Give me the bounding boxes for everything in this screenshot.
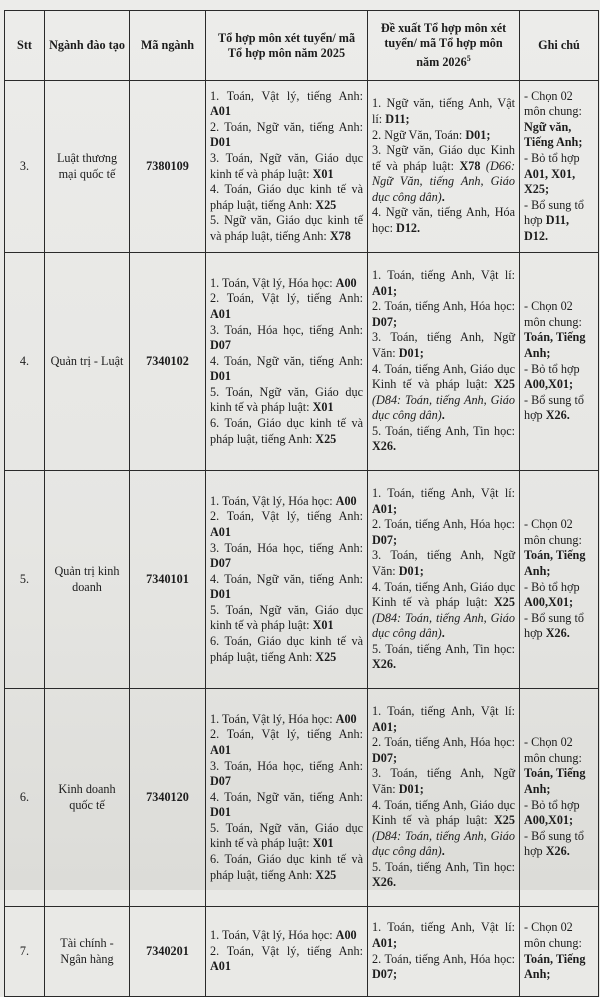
major-cell: Quản trị kinh doanh [45,471,130,689]
item-end: ; [546,345,551,360]
item-code: D01 [465,127,487,142]
combo-2025-item [210,213,363,244]
combo-2026-item [372,143,515,205]
combo-2025-item [210,572,363,603]
item-text: - Chọn 02 môn chung: [524,299,582,329]
item-code: D01 [210,135,231,150]
combo-2026-item [372,766,515,797]
combo-2026-item [372,920,515,951]
header-combo-2025: Tổ hợp môn xét tuyển/ mã Tổ hợp môn năm 2025 [206,11,368,81]
header-combo-2026 [368,11,520,81]
header-code: Mã ngành [130,11,206,81]
note-cell [520,81,599,253]
item-end: . [441,189,445,204]
item-italic: (D84: Toán, tiếng Anh, Giáo dục công dân) [372,610,515,641]
note-cell [520,689,599,907]
item-code: X25 [494,377,515,392]
item-code: A00 [335,928,357,943]
combo-2025-item [210,182,363,213]
item-code: A01 [210,742,231,757]
combo-2026-item [372,704,515,735]
item-code: A00 [335,275,357,290]
item-code: X25 [315,867,337,882]
combo-2025-item [210,151,363,182]
item-end: . [566,844,570,859]
item-text: 5. Toán, tiếng Anh, Tin học: [372,423,515,438]
item-text: - Chọn 02 môn chung: [524,517,582,547]
item-code: X01 [312,166,334,181]
table-row [5,471,599,689]
combo-2025-item [210,790,363,821]
item-code: D01 [210,587,231,602]
item-code: D12 [396,221,418,236]
item-text: - Bỏ tổ hợp [524,797,580,812]
item-code: A01; [372,719,398,734]
item-end: . [441,626,445,641]
note-item [524,735,594,797]
major-cell: Tài chính - Ngân hàng [45,907,130,997]
item-code: X26. [372,439,397,454]
note-cell [520,907,599,997]
item-code: X78 [329,228,351,243]
item-end: . [441,844,445,859]
item-text: 3. Toán, tiếng Anh, Ngữ Văn: [372,766,515,796]
item-text: - Bổ sung tổ hợp [524,392,584,423]
item-code: X25 [315,197,337,212]
item-code: D07 [210,338,231,353]
table-row [5,689,599,907]
note-item [524,798,594,829]
item-code: D01; [398,563,424,578]
note-item [524,362,594,393]
note-item [524,89,594,151]
item-text: - Bỏ tổ hợp [524,361,580,376]
table-row [5,81,599,253]
item-text: 5. Toán, Ngữ văn, Giáo dục kinh tế và pháp luật: [210,602,363,633]
item-text: 2. Toán, Vật lý, tiếng Anh: [210,943,363,958]
code-cell: 7340120 [130,689,206,907]
combo-2025-item [210,89,363,120]
combo-2025-item [210,323,363,354]
item-end: ; [546,563,551,578]
item-code: D07; [372,532,398,547]
item-text: 3. Toán, tiếng Anh, Ngữ Văn: [372,548,515,578]
item-text: 2. Toán, Vật lý, tiếng Anh: [210,291,363,306]
item-end: ; [486,127,491,142]
item-text: 3. Toán, tiếng Anh, Ngữ Văn: [372,330,515,360]
item-text: 6. Toán, Giáo dục kinh tế và pháp luật, tiếng Anh: [210,416,363,446]
item-text: - Bỏ tổ hợp [524,579,580,594]
combo-2025-item [210,821,363,852]
combo-2026-item [372,205,515,236]
item-text: 4. Toán, Ngữ văn, tiếng Anh: [210,789,363,804]
note-item [524,611,594,642]
item-code: A01, X01, X25 [524,166,576,197]
combo-2025-cell [206,471,368,689]
combo-2025-item [210,291,363,322]
item-code: D01 [210,369,231,384]
item-text: 4. Toán, Ngữ văn, tiếng Anh: [210,571,363,586]
item-code: A00,X01 [524,377,570,392]
item-code: D11, D12 [524,213,570,243]
combo-2025-item [210,634,363,665]
item-text: 2. Toán, tiếng Anh, Hóa học: [372,951,515,966]
combo-2025-cell [206,253,368,471]
item-code: D01; [398,345,424,360]
code-cell: 7340102 [130,253,206,471]
item-end: ; [405,111,410,126]
note-item [524,393,594,424]
note-item [524,299,594,361]
combo-2026-item [372,642,515,673]
combo-2026-item [372,798,515,860]
item-text: 1. Toán, tiếng Anh, Vật lí: [372,267,515,282]
item-text: 3. Toán, Ngữ văn, Giáo dục kinh tế và pháp luật: [210,150,363,181]
combo-2025-item [210,712,363,728]
item-code: A01 [210,104,231,119]
combo-2025-item [210,928,363,944]
combo-2025-item [210,727,363,758]
combo-2025-item [210,385,363,416]
item-text: 4. Toán, tiếng Anh, Giáo dục Kinh tế và pháp luật: [372,579,515,610]
item-code: A00,X01 [524,813,570,828]
combo-2025-item [210,276,363,292]
item-code: D11 [385,111,406,126]
item-code: Ngữ văn, Tiếng Anh [524,119,579,150]
header-stt: Stt [5,11,45,81]
header-note: Ghi chú [520,11,599,81]
combo-2025-item [210,603,363,634]
combo-2026-item [372,548,515,579]
item-text: 5. Toán, tiếng Anh, Tin học: [372,641,515,656]
item-code: D01; [398,781,424,796]
item-italic: (D84: Toán, tiếng Anh, Giáo dục công dân) [372,392,515,423]
item-text: - Chọn 02 môn chung: [524,735,582,765]
combo-2026-item [372,424,515,455]
item-text: 1. Ngữ văn, tiếng Anh, Vật lí: [372,96,515,126]
item-code: A01 [210,306,231,321]
item-text: 4. Toán, tiếng Anh, Giáo dục Kinh tế và pháp luật: [372,797,515,828]
item-text: 6. Toán, Giáo dục kinh tế và pháp luật, tiếng Anh: [210,852,363,882]
combo-2026-item [372,96,515,127]
note-item [524,198,594,245]
item-code: Toán, Tiếng Anh [524,330,586,360]
combo-2025-item [210,354,363,385]
item-text: 5. Toán, tiếng Anh, Tin học: [372,859,515,874]
combo-2026-item [372,860,515,891]
item-end: . [545,228,549,243]
item-code: X01 [312,618,334,633]
table-body [5,81,599,997]
item-text: 3. Toán, Hóa học, tiếng Anh: [210,540,363,555]
table-row [5,907,599,997]
item-text: 3. Toán, Hóa học, tiếng Anh: [210,322,363,337]
item-end: . [566,626,570,641]
item-code: D07; [372,314,398,329]
combo-2026-cell [368,907,520,997]
major-cell: Quản trị - Luật [45,253,130,471]
stt-cell: 7. [5,907,45,997]
combo-2025-cell [206,907,368,997]
combo-2025-cell [206,81,368,253]
item-end: . [566,408,570,423]
item-text: - Bổ sung tổ hợp [524,610,584,641]
item-text: 5. Toán, Ngữ văn, Giáo dục kinh tế và pháp luật: [210,820,363,851]
item-code: X25 [494,813,515,828]
item-end: ; [578,135,583,150]
item-end: . [441,408,445,423]
item-text: 2. Toán, tiếng Anh, Hóa học: [372,517,515,532]
combo-2026-item [372,580,515,642]
item-text: 2. Ngữ Văn, Toán: [372,127,466,142]
item-code: A00 [335,711,357,726]
item-code: X78 [459,158,481,173]
combo-2026-item [372,268,515,299]
item-text: 5. Toán, Ngữ văn, Giáo dục kinh tế và pháp luật: [210,384,363,415]
stt-cell: 5. [5,471,45,689]
item-text: 2. Toán, tiếng Anh, Hóa học: [372,299,515,314]
item-text: 1. Toán, tiếng Anh, Vật lí: [372,485,515,500]
item-code: Toán, Tiếng Anh [524,548,586,578]
item-code: X26 [545,408,567,423]
combo-2025-cell [206,689,368,907]
item-text: - Bỏ tổ hợp [524,150,580,165]
item-text: 1. Toán, Vật lý, Hóa học: [210,275,336,290]
combo-2025-item [210,759,363,790]
item-code: X26. [372,657,397,672]
combo-2025-item [210,416,363,447]
item-code: X25 [494,595,515,610]
major-cell: Luật thương mại quốc tế [45,81,130,253]
item-code: X26 [545,844,567,859]
item-code: X01 [312,400,334,415]
combo-2026-item [372,735,515,766]
item-text: - Chọn 02 môn chung: [524,88,582,119]
item-text: 1. Toán, Vật lý, tiếng Anh: [210,88,363,103]
item-italic: (D66: Ngữ Văn, tiếng Anh, Giáo dục công dân) [372,158,516,204]
item-text: 4. Toán, tiếng Anh, Giáo dục Kinh tế và pháp luật: [372,361,515,392]
stt-cell: 6. [5,689,45,907]
item-code: A01 [210,959,231,974]
item-text: 4. Ngữ văn, tiếng Anh, Hóa học: [372,205,515,236]
item-text: 2. Toán, Vật lý, tiếng Anh: [210,509,363,524]
item-code: D07 [210,556,231,571]
note-item [524,829,594,860]
item-italic: (D84: Toán, tiếng Anh, Giáo dục công dân) [372,828,515,859]
item-text: 1. Toán, Vật lý, Hóa học: [210,711,336,726]
item-text: - Bổ sung tổ hợp [524,197,584,228]
item-text: 1. Toán, tiếng Anh, Vật lí: [372,703,515,718]
combo-2026-item [372,330,515,361]
item-end: ; [545,182,550,197]
table-row [5,253,599,471]
item-text: 3. Ngữ văn, Giáo dục Kinh tế và pháp luật: [372,143,515,173]
item-code: Toán, Tiếng Anh [524,766,586,796]
item-code: D07 [210,774,231,789]
stt-cell: 4. [5,253,45,471]
combo-2026-item [372,128,515,144]
item-end: ; [569,377,574,392]
item-text: 4. Toán, Ngữ văn, tiếng Anh: [210,353,363,368]
item-text: 2. Toán, Ngữ văn, tiếng Anh: [210,119,363,134]
combo-2026-item [372,517,515,548]
footnote-marker: 5 [466,53,471,63]
item-text: 1. Toán, tiếng Anh, Vật lí: [372,920,515,935]
item-code: A01; [372,935,398,950]
item-text: 5. Ngữ văn, Giáo dục kinh tế và pháp luật, tiếng Anh: [210,213,363,243]
combo-2026-cell [368,689,520,907]
combo-2026-item [372,486,515,517]
item-text: 1. Toán, Vật lý, Hóa học: [210,493,336,508]
item-text: - Bổ sung tổ hợp [524,828,584,859]
item-text: 6. Toán, Giáo dục kinh tế và pháp luật, tiếng Anh: [210,634,363,664]
item-code: X25 [315,649,337,664]
item-text: 1. Toán, Vật lý, Hóa học: [210,928,336,943]
item-code: D07; [372,967,398,982]
item-text: 3. Toán, Hóa học, tiếng Anh: [210,758,363,773]
item-code: A01; [372,283,398,298]
stt-cell: 3. [5,81,45,253]
note-cell [520,471,599,689]
major-cell: Kinh doanh quốc tế [45,689,130,907]
item-code: Toán, Tiếng Anh; [524,951,586,982]
code-cell: 7340201 [130,907,206,997]
combo-2026-item [372,952,515,983]
item-code: A00,X01 [524,595,570,610]
item-text: 2. Toán, Vật lý, tiếng Anh: [210,727,363,742]
combo-2025-item [210,852,363,883]
item-end: ; [569,813,574,828]
combo-2026-cell [368,81,520,253]
note-item [524,920,594,982]
combo-2025-item [210,494,363,510]
item-text: - Chọn 02 môn chung: [524,920,582,950]
note-cell [520,253,599,471]
combo-2025-item [210,944,363,975]
header-row [5,11,599,81]
code-cell: 7380109 [130,81,206,253]
header-combo-2026-text: Đề xuất Tổ hợp môn xét tuyển/ mã Tổ hợp môn năm 2026 [380,20,507,70]
note-item [524,151,594,198]
item-code: X26 [545,626,567,641]
item-end: ; [569,595,574,610]
note-item [524,517,594,579]
note-item [524,580,594,611]
item-code: A00 [335,493,357,508]
item-code: A01; [372,501,398,516]
header-major: Ngành đào tạo [45,11,130,81]
combo-2026-cell [368,253,520,471]
item-end: ; [546,781,551,796]
combo-2026-cell [368,471,520,689]
item-code: X25 [315,431,337,446]
combo-2025-item [210,120,363,151]
item-end: . [417,221,421,236]
item-code: A01 [210,524,231,539]
item-text: 4. Toán, Giáo dục kinh tế và pháp luật, tiếng Anh: [210,182,363,212]
item-text: 2. Toán, tiếng Anh, Hóa học: [372,735,515,750]
combo-2026-item [372,299,515,330]
item-code: D01 [210,805,231,820]
combo-2025-item [210,509,363,540]
admission-combination-table [4,10,599,997]
item-code: D07; [372,750,398,765]
item-code: X01 [312,836,334,851]
item-code: X26. [372,875,397,890]
combo-2026-item [372,362,515,424]
code-cell: 7340101 [130,471,206,689]
combo-2025-item [210,541,363,572]
